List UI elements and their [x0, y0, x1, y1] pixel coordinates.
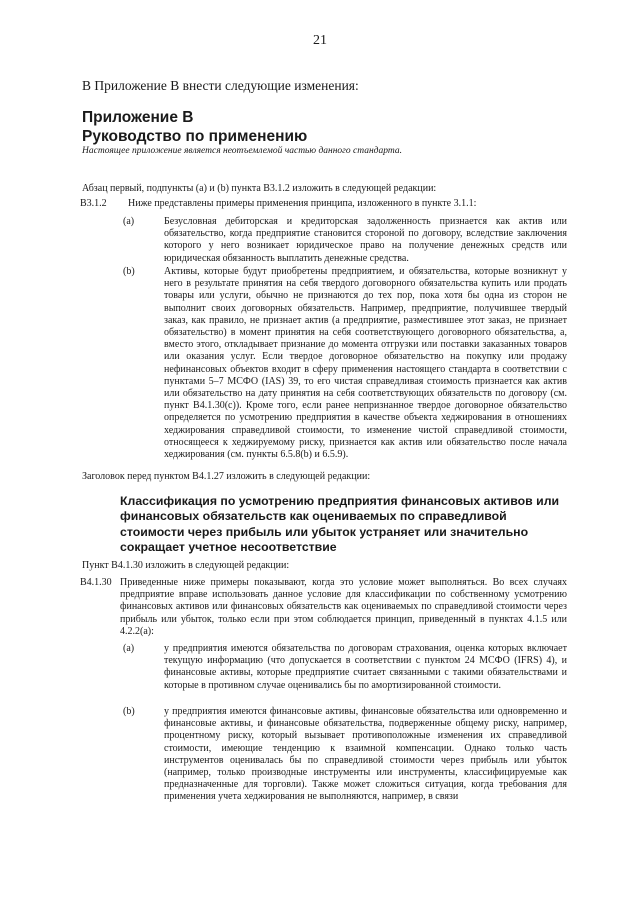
instruction-b4130: Пункт B4.1.30 изложить в следующей редакции:: [82, 560, 290, 571]
item-label-b4130-a: (a): [123, 643, 135, 654]
paragraph-label-b312: B3.1.2: [80, 198, 107, 209]
paragraph-intro-b4130: Приведенные ниже примеры показывают, когда это условие может выполняться. Во всех случаях предприятие вправе использовать данное условие для классификации по собственному усмотрению финансовых активов или финансовых обязательств как оцениваемых по справедливой стоимости через прибыль или убыток, только если при этом соблюдается принцип, приведенный в пунктах 4.1.5 или 4.2.2(a):: [120, 577, 567, 637]
item-label-b4130-b: (b): [123, 706, 135, 717]
item-label-b312-b: (b): [123, 266, 135, 277]
item-text-b4130-b: у предприятия имеются финансовые активы, финансовые обязательства или одновременно и финансовые активы, и финансовые обязательства, подверженные общему риску, например, процентному риску, который вызывает противоположные изменения их справедливой стоимости, имеющие тенденцию к взаимной компенсации. Однако только часть инструментов оценивалась бы по справедливой стоимости через прибыль или убыток (например, только производные инструменты или инструменты, классифицируемые как предназначенные для торговли). Также может сложиться ситуация, когда требования для применения учета хеджирования не выполняются, например, в связи: [164, 706, 567, 803]
appendix-note: Настоящее приложение является неотъемлемой частью данного стандарта.: [82, 146, 402, 156]
intro-text: В Приложение В внести следующие изменения:: [82, 78, 359, 93]
item-text-b312-b: Активы, которые будут приобретены предприятием, и обязательства, которые возникнут у него в результате принятия на себя твердого договорного обязательства купить или продать товары или услуги, обычно не признаются до тех пор, пока хотя бы одна из сторон не выполнит своих договорных обязательств. Например, предприятие, получившее твердый заказ, как правило, не признает актив (а предприятие, разместившее этот заказ, не признает обязательство) в момент принятия на себя соответствующего договорного обязательства, а, вместо этого, откладывает признание до момента отгрузки или поставки заказанных товаров или оказания услуг. Если твердое договорное обязательство на покупку или продажу нефинансовых объектов входит в сферу применения настоящего стандарта в соответствии с пунктами 5–7 МСФО (IAS) 39, то его чистая справедливая стоимость признается как актив или обязательство на дату принятия на себя соответствующих обязательств по договору (см. пункт B4.1.30(c)). Кроме того, если ранее непризнанное твердое договорное обязательство определяется по усмотрению предприятия в качестве объекта хеджирования в отношениях хеджирования справедливой стоимости, то изменение чистой справедливой стоимости, относящееся к хеджируемому риску, признается как актив или обязательство после начала хеджирования (см. пункты 6.5.8(b) и 6.5.9).: [164, 266, 567, 461]
appendix-title-line2: Руководство по применению: [82, 128, 308, 145]
item-label-b312-a: (a): [123, 216, 135, 227]
paragraph-label-b4130: B4.1.30: [80, 577, 112, 588]
paragraph-intro-b312: Ниже представлены примеры применения принципа, изложенного в пункте 3.1.1:: [128, 198, 477, 209]
page-number: 21: [313, 33, 327, 48]
appendix-title-line1: Приложение В: [82, 109, 194, 126]
instruction-b312: Абзац первый, подпункты (a) и (b) пункта B3.1.2 изложить в следующей редакции:: [82, 183, 437, 194]
section-heading: Классификация по усмотрению предприятия финансовых активов или финансовых обязательств как оцениваемых по справедливой стоимости через прибыль или убыток устраняет или значительно сокращает учетное несоответствие: [120, 494, 560, 554]
item-text-b312-a: Безусловная дебиторская и кредиторская задолженность признается как актив или обязательство, когда предприятие становится стороной по договору, вследствие заключения которого у него возникает юридическое право на получение денежных средств или юридическая обязанность выплатить денежные средства.: [164, 216, 567, 264]
item-text-b4130-a: у предприятия имеются обязательства по договорам страхования, оценка которых включает текущую информацию (что допускается в соответствии с пунктом 24 МСФО (IFRS) 4), и финансовые активы, которые предприятие считает связанными с такими обязательствами и которые в противном случае оценивались бы по амортизированной стоимости.: [164, 643, 567, 691]
instruction-heading: Заголовок перед пунктом B4.1.27 изложить в следующей редакции:: [82, 471, 371, 482]
appendix-title: [82, 108, 307, 146]
